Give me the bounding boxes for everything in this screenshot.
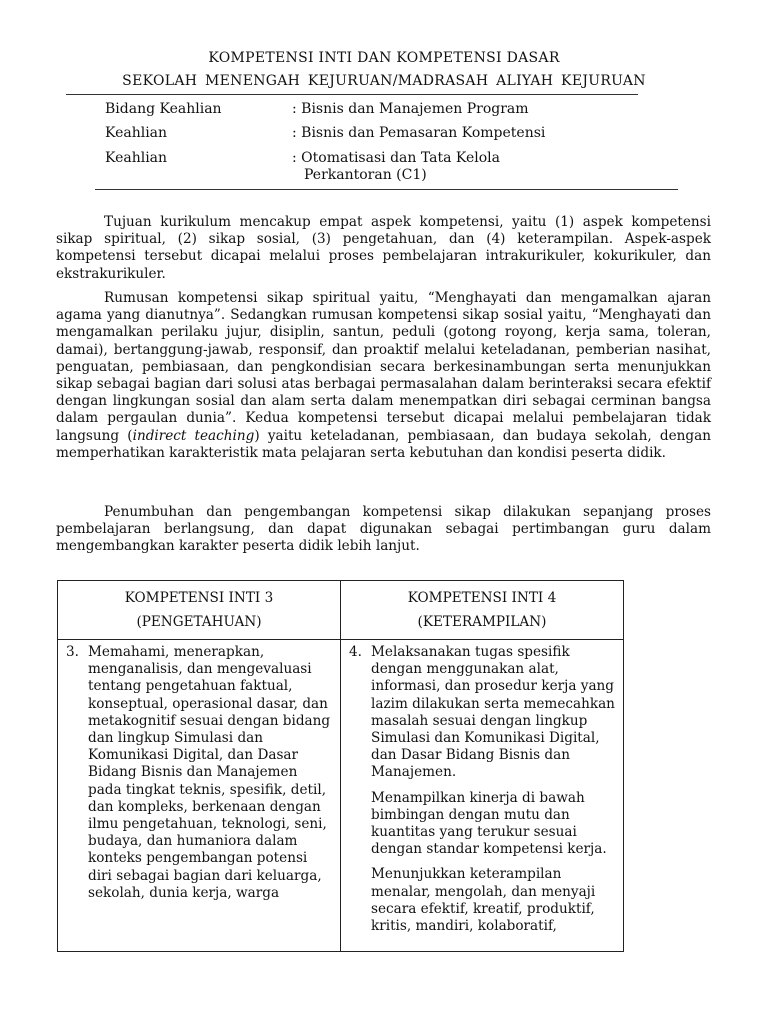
- title-line-2: SEKOLAH MENENGAH KEJURUAN/MADRASAH ALIYAH KEJURUAN: [122, 73, 646, 89]
- competency-table: [57, 580, 624, 952]
- item-paragraph-3: Menunjukkan keterampilan menalar, mengolah, dan menyaji secara efektif, kreatif, produktif, kritis, mandiri, kolaboratif,: [371, 866, 596, 935]
- header-ki4: [341, 581, 624, 640]
- header-sub: (PENGETAHUAN): [136, 614, 262, 630]
- title-line-1: KOMPETENSI INTI DAN KOMPETENSI DASAR: [208, 50, 560, 66]
- item-text: Memahami, menerapkan, menganalisis, dan mengevaluasi tentang pengetahuan faktual, konseptual, operasional dasar, dan metakognitif sesuai dengan bidang dan lingkup Simulasi dan Komunikasi Digital, dan Dasar Bidang Bisnis dan Manajemen pada tingkat teknis, spesifik, detil, dan kompleks, berkenaan dengan ilmu pengetahuan, teknologi, seni, budaya, dan humaniora dalam konteks pengembangan potensi diri sebagai bagian dari keluarga, sekolah, dunia kerja, warga: [88, 644, 331, 901]
- item-number: 4.: [349, 644, 362, 660]
- table-header-row: [58, 581, 624, 640]
- meta-value: : Bisnis dan Manajemen Program: [292, 101, 529, 117]
- paragraph-text: [56, 290, 711, 462]
- header-ki3: [58, 581, 341, 640]
- item-paragraph-2: Menampilkan kinerja di bawah bimbingan dengan mutu dan kuantitas yang terukur sesuai dengan standar kompetensi kerja.: [371, 789, 607, 858]
- paragraph-part: ) yaitu keteladanan, pembiasaan, dan budaya sekolah, dengan memperhatikan karakteristik mata pelajaran serta kebutuhan dan kondisi peserta didik.: [56, 427, 711, 461]
- header-title: KOMPETENSI INTI 4: [407, 590, 557, 606]
- paragraph-text: Penumbuhan dan pengembangan kompetensi sikap dilakukan sepanjang proses pembelajaran berlangsung, dan dapat digunakan sebagai pertimbangan guru dalam mengembangkan karakter peserta didik lebih lanjut.: [56, 504, 711, 555]
- meta-key: Keahlian: [105, 150, 168, 166]
- paragraph-rumusan: [56, 290, 711, 462]
- paragraph-text: Tujuan kurikulum mencakup empat aspek kompetensi, yaitu (1) aspek kompetensi sikap spiritual, (2) sikap sosial, (3) pengetahuan, dan (4) keterampilan. Aspek-aspek kompetensi tersebut dicapai melalui proses pembelajaran intrakurikuler, kokurikuler, dan ekstrakurikuler.: [56, 214, 711, 282]
- meta-value: : Bisnis dan Pemasaran Kompetensi: [292, 125, 546, 141]
- cell-ki3: [58, 640, 341, 952]
- paragraph-tujuan: [56, 214, 711, 283]
- item-text: Melaksanakan tugas spesifik dengan menggunakan alat, informasi, dan prosedur kerja yang lazim dilakukan serta memecahkan masalah sesuai dengan lingkup Simulasi dan Komunikasi Digital, dan Dasar Bidang Bisnis dan Manajemen.: [371, 644, 615, 781]
- meta-value-line-1: : Otomatisasi dan Tata Kelola: [292, 150, 500, 166]
- meta-key: Keahlian: [105, 125, 168, 141]
- paragraph-penumbuhan: [56, 504, 711, 556]
- table-row: [58, 640, 624, 952]
- cell-ki4: [341, 640, 624, 952]
- meta-key: Bidang Keahlian: [105, 101, 222, 117]
- header-title: KOMPETENSI INTI 3: [124, 590, 274, 606]
- paragraph-part: Rumusan kompetensi sikap spiritual yaitu, “Menghayati dan mengamalkan ajaran agama yang dianutnya”. Sedangkan rumusan kompetensi sikap sosial yaitu, “Menghayati dan mengamalkan perilaku jujur, disiplin, santun, peduli (gotong royong, kerja sama, toleran, damai), bertanggung-jawab, responsif, dan proaktif melalui keteladanan, pemberian nasihat, penguatan, pembiasaan, dan pengkondisian secara berkesinambungan serta menunjukkan sikap sebagai bagian dari solusi atas berbagai permasalahan dalam berinteraksi secara efektif dengan lingkungan sosial dan alam serta dalam menempatkan diri sebagai cerminan bangsa dalam pergaulan dunia”. Kedua kompetensi tersebut dicapai melalui pembelajaran tidak langsung (: [56, 290, 711, 444]
- emphasis-text: indirect teaching: [132, 427, 255, 444]
- meta-value: [292, 150, 592, 184]
- header-rule: [66, 94, 638, 95]
- header-sub: (KETERAMPILAN): [417, 614, 547, 630]
- meta-rule: [95, 189, 678, 190]
- item-number: 3.: [66, 644, 79, 660]
- meta-value-line-2: Perkantoran (C1): [304, 167, 427, 183]
